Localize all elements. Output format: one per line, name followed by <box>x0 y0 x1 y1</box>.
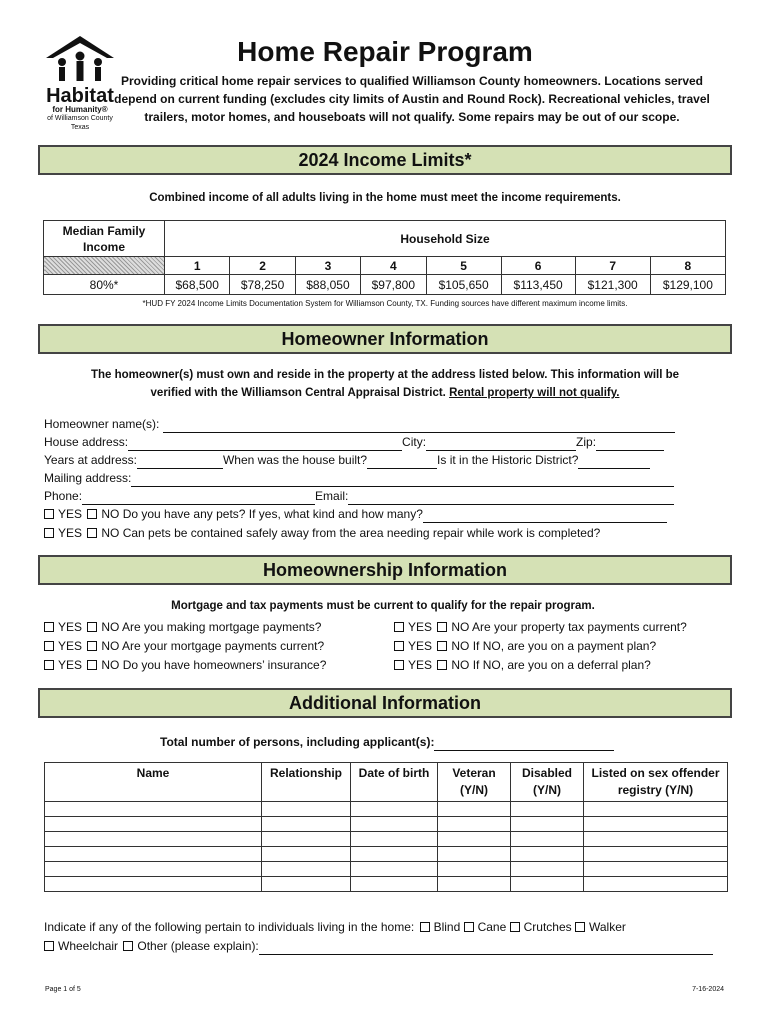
mailing-field[interactable] <box>131 474 674 487</box>
table-row[interactable] <box>45 832 728 847</box>
hatched-cell <box>44 257 165 275</box>
col-name: Name <box>45 763 262 802</box>
income-value-2: $78,250 <box>230 275 295 295</box>
other-field[interactable] <box>259 942 713 955</box>
mortgage-no-checkbox[interactable] <box>87 622 97 632</box>
median-family-income-header: Median Family Income <box>44 221 165 257</box>
household-size-header: Household Size <box>165 221 726 257</box>
tax-no-checkbox[interactable] <box>437 622 447 632</box>
income-value-7: $121,300 <box>575 275 650 295</box>
mailing-row <box>44 469 674 487</box>
income-row-label: 80%* <box>44 275 165 295</box>
zip-label: Zip: <box>576 435 597 449</box>
additional-info-heading: Additional Information <box>38 688 732 718</box>
wheelchair-checkbox[interactable] <box>44 941 54 951</box>
pets-safe-yes-checkbox[interactable] <box>44 528 54 538</box>
years-field[interactable] <box>137 456 223 469</box>
city-field[interactable] <box>426 438 576 451</box>
payment-plan-no-checkbox[interactable] <box>437 641 447 651</box>
mortgage-current-yes-checkbox[interactable] <box>44 641 54 651</box>
income-note: Combined income of all adults living in the home must meet the income requirements. <box>149 192 621 204</box>
insurance-yes-checkbox[interactable] <box>44 660 54 670</box>
homeownership-note: Mortgage and tax payments must be current to qualify for the repair program. <box>171 600 595 612</box>
years-row <box>44 451 650 469</box>
pets-yes-checkbox[interactable] <box>44 509 54 519</box>
size-4: 4 <box>361 257 426 275</box>
deferral-plan-row <box>394 656 651 674</box>
pets-safe-question: Can pets be contained safely away from the area needing repair while work is completed? <box>122 526 601 540</box>
insurance-question: Do you have homeowners’ insurance? <box>122 658 327 672</box>
table-row[interactable] <box>45 862 728 877</box>
no-label: NO <box>451 639 470 653</box>
size-3: 3 <box>295 257 360 275</box>
phone-field[interactable] <box>82 492 315 505</box>
income-value-6: $113,450 <box>501 275 575 295</box>
phone-label: Phone: <box>44 489 83 503</box>
yes-label: YES <box>58 526 83 540</box>
table-row[interactable] <box>45 847 728 862</box>
table-row[interactable] <box>45 802 728 817</box>
income-limits-table <box>43 220 726 295</box>
homeowner-note-2-text: verified with the Williamson Central Appraisal District. <box>150 387 446 399</box>
size-2: 2 <box>230 257 295 275</box>
total-persons-label: Total number of persons, including applicant(s): <box>160 735 435 749</box>
col-veteran: Veteran (Y/N) <box>438 763 511 802</box>
pets-safe-row <box>44 524 600 542</box>
col-sex-offender: Listed on sex offender registry (Y/N) <box>584 763 728 802</box>
homeowner-names-row <box>44 415 675 433</box>
walker-label: Walker <box>589 920 626 934</box>
walker-checkbox[interactable] <box>575 922 585 932</box>
tax-yes-checkbox[interactable] <box>394 622 404 632</box>
crutches-label: Crutches <box>523 920 572 934</box>
cane-checkbox[interactable] <box>464 922 474 932</box>
pets-no-checkbox[interactable] <box>87 509 97 519</box>
no-label: NO <box>101 658 120 672</box>
col-relationship: Relationship <box>262 763 351 802</box>
historic-label: Is it in the Historic District? <box>437 453 579 467</box>
house-address-label: House address: <box>44 435 129 449</box>
mortgage-current-row <box>44 637 324 655</box>
insurance-row <box>44 656 326 674</box>
homeownership-info-heading: Homeownership Information <box>38 555 732 585</box>
deferral-question: If NO, are you on a deferral plan? <box>472 658 651 672</box>
yes-label: YES <box>58 507 83 521</box>
logo-line2: for Humanity® <box>52 105 108 114</box>
yes-label: YES <box>408 620 433 634</box>
historic-field[interactable] <box>578 456 650 469</box>
income-value-8: $129,100 <box>650 275 725 295</box>
crutches-checkbox[interactable] <box>510 922 520 932</box>
household-members-table <box>44 762 728 892</box>
no-label: NO <box>101 620 120 634</box>
income-value-3: $88,050 <box>295 275 360 295</box>
logo-line3: of Williamson County <box>47 115 113 122</box>
pets-field[interactable] <box>423 510 667 523</box>
insurance-no-checkbox[interactable] <box>87 660 97 670</box>
deferral-no-checkbox[interactable] <box>437 660 447 670</box>
wheelchair-label: Wheelchair <box>58 939 119 953</box>
total-persons-field[interactable] <box>434 738 614 751</box>
total-persons-row <box>160 733 614 751</box>
wheelchair-row <box>44 937 713 955</box>
pertain-label: Indicate if any of the following pertain to individuals living in the home: <box>44 920 415 934</box>
income-value-4: $97,800 <box>361 275 426 295</box>
col-dob: Date of birth <box>351 763 438 802</box>
other-checkbox[interactable] <box>123 941 133 951</box>
intro-text: Providing critical home repair services to qualified Williamson County homeowners. Locations served depend on current funding (excludes city limits of Austin and Round Rock). Recreational vehicles, travel trailers, motor homes, and houseboats will not qualify. Some repairs may be out of our scope. <box>114 74 710 124</box>
built-label: When was the house built? <box>222 453 368 467</box>
yes-label: YES <box>408 639 433 653</box>
yes-label: YES <box>58 639 83 653</box>
yes-label: YES <box>408 658 433 672</box>
city-label: City: <box>402 435 427 449</box>
pets-question: Do you have any pets? If yes, what kind and how many? <box>122 507 423 521</box>
mortgage-current-question: Are your mortgage payments current? <box>122 639 325 653</box>
other-label: Other (please explain): <box>137 939 259 953</box>
email-field[interactable] <box>348 492 674 505</box>
email-label: Email: <box>315 489 349 503</box>
homeowner-note-1: The homeowner(s) must own and reside in the property at the address listed below. This information will be <box>90 369 680 381</box>
mailing-label: Mailing address: <box>44 471 132 485</box>
phone-row <box>44 487 674 505</box>
payment-plan-question: If NO, are you on a payment plan? <box>472 639 657 653</box>
mortgage-current-no-checkbox[interactable] <box>87 641 97 651</box>
years-label: Years at address: <box>44 453 137 467</box>
payment-plan-yes-checkbox[interactable] <box>394 641 404 651</box>
size-7: 7 <box>575 257 650 275</box>
zip-field[interactable] <box>596 438 664 451</box>
income-value-1: $68,500 <box>165 275 230 295</box>
no-label: NO <box>101 507 120 521</box>
size-8: 8 <box>650 257 725 275</box>
yes-label: YES <box>58 658 83 672</box>
tax-current-row <box>394 618 687 636</box>
mortgage-question: Are you making mortgage payments? <box>122 620 322 634</box>
pertain-row <box>44 918 626 936</box>
mortgage-payments-row <box>44 618 321 636</box>
page-title: Home Repair Program <box>237 36 533 67</box>
tax-question: Are your property tax payments current? <box>472 620 687 634</box>
table-row[interactable] <box>45 877 728 892</box>
income-footnote: *HUD FY 2024 Income Limits Documentation System for Williamson County, TX. Funding sources have different maximum income limits. <box>142 299 628 308</box>
blind-label: Blind <box>433 920 461 934</box>
no-label: NO <box>451 620 470 634</box>
logo-name: Habitat <box>46 85 114 107</box>
house-address-row <box>44 433 664 451</box>
size-1: 1 <box>165 257 230 275</box>
pets-row <box>44 505 667 523</box>
rental-warning: Rental property will not qualify. <box>449 387 620 399</box>
size-5: 5 <box>426 257 501 275</box>
no-label: NO <box>101 639 120 653</box>
homeowner-names-field[interactable] <box>163 420 675 433</box>
logo-line4: Texas <box>70 124 90 131</box>
blind-checkbox[interactable] <box>420 922 430 932</box>
size-6: 6 <box>501 257 575 275</box>
homeowner-info-heading: Homeowner Information <box>38 324 732 354</box>
mortgage-yes-checkbox[interactable] <box>44 622 54 632</box>
deferral-yes-checkbox[interactable] <box>394 660 404 670</box>
cane-label: Cane <box>477 920 507 934</box>
income-value-5: $105,650 <box>426 275 501 295</box>
page-number: Page 1 of 5 <box>45 986 81 993</box>
pets-safe-no-checkbox[interactable] <box>87 528 97 538</box>
yes-label: YES <box>58 620 83 634</box>
house-address-field[interactable] <box>128 438 402 451</box>
table-row[interactable] <box>45 817 728 832</box>
homeowner-note-2 <box>0 387 770 399</box>
no-label: NO <box>101 526 120 540</box>
homeowner-names-label: Homeowner name(s): <box>44 417 160 431</box>
built-field[interactable] <box>367 456 437 469</box>
no-label: NO <box>451 658 470 672</box>
payment-plan-row <box>394 637 656 655</box>
income-limits-heading: 2024 Income Limits* <box>38 145 732 175</box>
col-disabled: Disabled (Y/N) <box>511 763 584 802</box>
revision-date: 7-16-2024 <box>692 986 724 993</box>
